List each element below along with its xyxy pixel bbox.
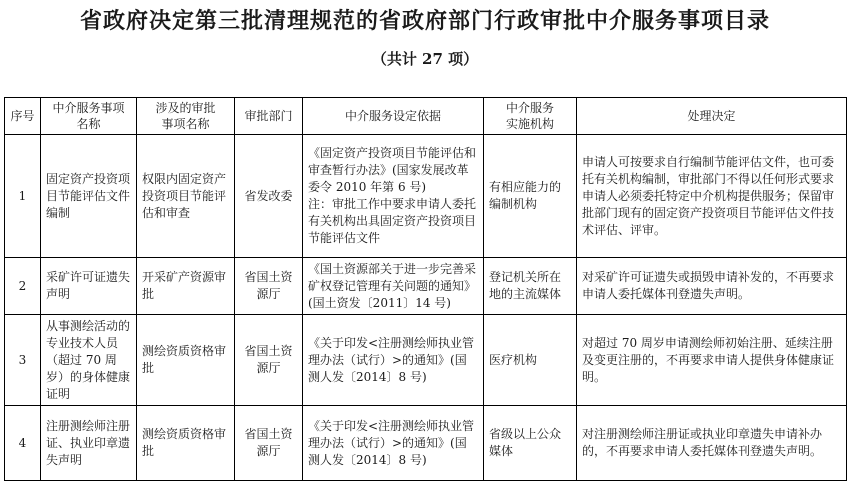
cell-basis bbox=[303, 135, 484, 258]
cell-decision: 对超过 70 周岁申请测绘师初始注册、延续注册及变更注册的，不再要求申请人提供身体健康证明。 bbox=[577, 315, 847, 406]
table-row bbox=[5, 258, 847, 315]
cell-dept: 省发改委 bbox=[235, 135, 303, 258]
cell-decision: 申请人可按要求自行编制节能评估文件，也可委托有关机构编制，审批部门不得以任何形式要求申请人必须委托特定中介机构提供服务；保留审批部门现有的固定资产投资项目节能评估文件技术评估、评审。 bbox=[577, 135, 847, 258]
page-subtitle: （共计 27 项） bbox=[371, 50, 479, 68]
header-basis: 中介服务设定依据 bbox=[303, 98, 484, 135]
cell-basis: 《国土资源部关于进一步完善采矿权登记管理有关问题的通知》(国土资发〔2011〕14 号) bbox=[303, 258, 484, 315]
cell-service-name: 注册测绘师注册证、执业印章遗失声明 bbox=[41, 406, 137, 481]
cell-approval-name: 测绘资质资格审批 bbox=[137, 315, 235, 406]
cell-basis: 《关于印发<注册测绘师执业管理办法（试行）>的通知》(国测人发〔2014〕8 号) bbox=[303, 406, 484, 481]
header-agency: 中介服务 实施机构 bbox=[484, 98, 577, 135]
cell-decision: 对采矿许可证遗失或损毁申请补发的，不再要求申请人委托媒体刊登遗失声明。 bbox=[577, 258, 847, 315]
table-row bbox=[5, 135, 847, 258]
cell-approval-name: 测绘资质资格审批 bbox=[137, 406, 235, 481]
cell-agency: 有相应能力的编制机构 bbox=[484, 135, 577, 258]
cell-dept: 省国土资源厅 bbox=[235, 406, 303, 481]
cell-approval-name: 权限内固定资产投资项目节能评估和审查 bbox=[137, 135, 235, 258]
cell-agency: 医疗机构 bbox=[484, 315, 577, 406]
service-items-table bbox=[4, 97, 847, 481]
cell-service-name: 从事测绘活动的专业技术人员（超过 70 周岁）的身体健康证明 bbox=[41, 315, 137, 406]
cell-basis-note: 注：审批工作中要求申请人委托有关机构出具固定资产投资项目节能评估文件 bbox=[308, 197, 477, 245]
page-title: 省政府决定第三批清理规范的省政府部门行政审批中介服务事项目录 bbox=[79, 8, 770, 34]
header-dept: 审批部门 bbox=[235, 98, 303, 135]
cell-basis-main: 《固定资产投资项目节能评估和审查暂行办法》(国家发展改革委令 2010 年第 6 号) bbox=[308, 146, 477, 194]
header-decision: 处理决定 bbox=[577, 98, 847, 135]
cell-dept: 省国土资源厅 bbox=[235, 258, 303, 315]
cell-approval-name: 开采矿产资源审批 bbox=[137, 258, 235, 315]
cell-no: 2 bbox=[5, 258, 41, 315]
cell-service-name: 固定资产投资项目节能评估文件编制 bbox=[41, 135, 137, 258]
header-approval-name: 涉及的审批 事项名称 bbox=[137, 98, 235, 135]
cell-dept: 省国土资源厅 bbox=[235, 315, 303, 406]
header-no: 序号 bbox=[5, 98, 41, 135]
table-row bbox=[5, 315, 847, 406]
cell-no: 4 bbox=[5, 406, 41, 481]
table-row bbox=[5, 406, 847, 481]
cell-service-name: 采矿许可证遗失声明 bbox=[41, 258, 137, 315]
cell-decision: 对注册测绘师注册证或执业印章遗失申请补办的，不再要求申请人委托媒体刊登遗失声明。 bbox=[577, 406, 847, 481]
cell-basis: 《关于印发<注册测绘师执业管理办法（试行）>的通知》(国测人发〔2014〕8 号) bbox=[303, 315, 484, 406]
cell-agency: 登记机关所在地的主流媒体 bbox=[484, 258, 577, 315]
cell-agency: 省级以上公众媒体 bbox=[484, 406, 577, 481]
cell-no: 1 bbox=[5, 135, 41, 258]
header-service-name: 中介服务事项 名称 bbox=[41, 98, 137, 135]
table-header-row bbox=[5, 98, 847, 135]
cell-no: 3 bbox=[5, 315, 41, 406]
